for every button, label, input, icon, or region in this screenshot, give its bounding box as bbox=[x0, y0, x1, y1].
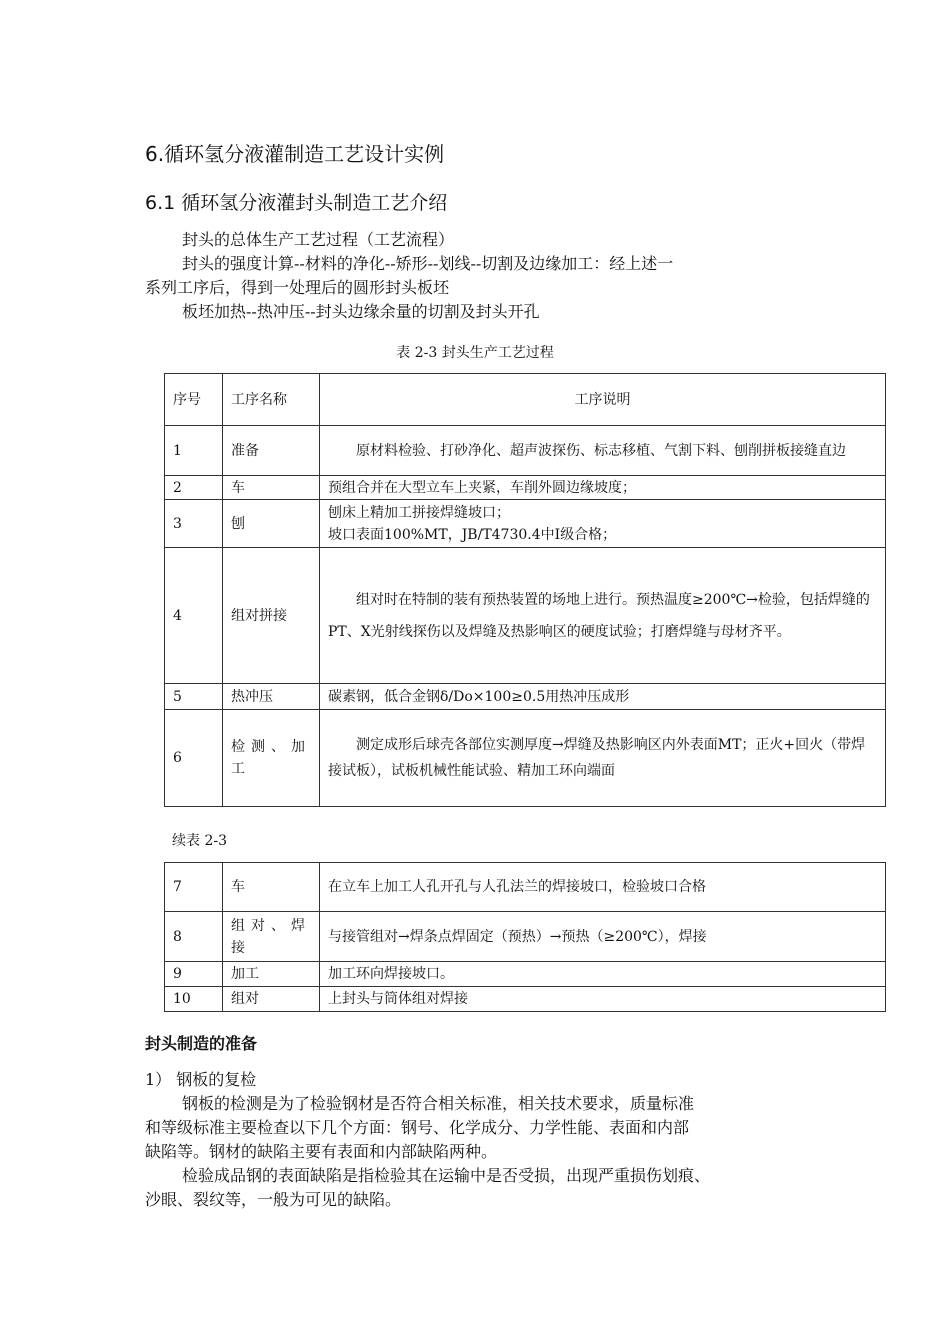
row-name: 组对拼接 bbox=[223, 548, 320, 684]
paragraph-1-line-3: 缺陷等。钢材的缺陷主要有表面和内部缺陷两种。 bbox=[145, 1142, 498, 1161]
row-no: 10 bbox=[165, 987, 223, 1012]
row-name: 加工 bbox=[223, 962, 320, 987]
row-desc: 加工环向焊接坡口。 bbox=[320, 962, 886, 987]
header-name: 工序名称 bbox=[223, 374, 320, 426]
table-row bbox=[165, 710, 886, 807]
row-desc: 在立车上加工人孔开孔与人孔法兰的焊接坡口，检验坡口合格 bbox=[320, 863, 886, 912]
paragraph-1-line-2: 和等级标准主要检查以下几个方面：钢号、化学成分、力学性能、表面和内部 bbox=[145, 1118, 690, 1137]
row-desc bbox=[320, 500, 886, 548]
row-no: 6 bbox=[165, 710, 223, 807]
intro-line-2a: 封头的强度计算--材料的净化--矫形--划线--切割及边缘加工：经上述一 bbox=[182, 254, 674, 273]
row-desc: 碳素钢，低合金钢δ/Do×100≥0.5用热冲压成形 bbox=[320, 684, 886, 710]
header-no: 序号 bbox=[165, 374, 223, 426]
row-name: 刨 bbox=[223, 500, 320, 548]
process-table-continued bbox=[164, 862, 886, 1012]
paragraph-1-line-1: 钢板的检测是为了检验钢材是否符合相关标准，相关技术要求，质量标准 bbox=[182, 1094, 695, 1113]
section-heading: 6.1 循环氢分液灌封头制造工艺介绍 bbox=[145, 192, 448, 214]
paragraph-2-line-2: 沙眼、裂纹等，一般为可见的缺陷。 bbox=[145, 1190, 402, 1209]
row-name: 检测、加工 bbox=[223, 710, 320, 807]
row-name: 组对 bbox=[223, 987, 320, 1012]
page-title: 6.循环氢分液灌制造工艺设计实例 bbox=[145, 142, 445, 166]
table-row bbox=[165, 863, 886, 912]
row-name: 组对、焊接 bbox=[223, 912, 320, 962]
row-desc: 上封头与筒体组对焊接 bbox=[320, 987, 886, 1012]
table-row bbox=[165, 500, 886, 548]
table-header-row bbox=[165, 374, 886, 426]
row-desc-line-1: 刨床上精加工拼接焊缝坡口； bbox=[328, 504, 510, 521]
table-row bbox=[165, 426, 886, 476]
row-desc: 预组合并在大型立车上夹紧，车削外圆边缘坡度； bbox=[320, 476, 886, 500]
continued-label: 续表 2-3 bbox=[172, 833, 227, 849]
row-desc: 原材料检验、打砂净化、超声波探伤、标志移植、气割下料、刨削拼板接缝直边 bbox=[320, 426, 886, 476]
row-desc: 组对时在特制的装有预热装置的场地上进行。预热温度≥200℃→检验，包括焊缝的PT、X光射线探伤以及焊缝及热影响区的硬度试验；打磨焊缝与母材齐平。 bbox=[320, 548, 886, 684]
table-row bbox=[165, 912, 886, 962]
table-row bbox=[165, 684, 886, 710]
row-no: 4 bbox=[165, 548, 223, 684]
table-caption: 表 2-3 封头生产工艺过程 bbox=[396, 345, 554, 361]
subsection-title: 封头制造的准备 bbox=[145, 1034, 258, 1053]
row-name: 车 bbox=[223, 863, 320, 912]
row-no: 9 bbox=[165, 962, 223, 987]
row-no: 5 bbox=[165, 684, 223, 710]
row-no: 3 bbox=[165, 500, 223, 548]
table-row bbox=[165, 987, 886, 1012]
intro-line-3: 板坯加热--热冲压--封头边缘余量的切割及封头开孔 bbox=[182, 302, 540, 321]
intro-line-1: 封头的总体生产工艺过程（工艺流程） bbox=[182, 230, 455, 249]
row-desc: 与接管组对→焊条点焊固定（预热）→预热（≥200℃），焊接 bbox=[320, 912, 886, 962]
row-name: 准备 bbox=[223, 426, 320, 476]
list-item-heading: 1） 钢板的复检 bbox=[145, 1070, 257, 1089]
table-row bbox=[165, 962, 886, 987]
table-row bbox=[165, 476, 886, 500]
paragraph-2-line-1: 检验成品钢的表面缺陷是指检验其在运输中是否受损，出现严重损伤划痕、 bbox=[182, 1166, 711, 1185]
row-no: 8 bbox=[165, 912, 223, 962]
intro-line-2b: 系列工序后，得到一处理后的圆形封头板坯 bbox=[145, 278, 450, 297]
row-name: 热冲压 bbox=[223, 684, 320, 710]
row-name: 车 bbox=[223, 476, 320, 500]
row-desc: 测定成形后球壳各部位实测厚度→焊缝及热影响区内外表面MT；正火+回火（带焊接试板），试板机械性能试验、精加工环向端面 bbox=[320, 710, 886, 807]
table-row bbox=[165, 548, 886, 684]
row-no: 7 bbox=[165, 863, 223, 912]
process-table bbox=[164, 373, 886, 807]
row-desc-line-2: 坡口表面100%MT，JB/T4730.4中Ⅰ级合格； bbox=[328, 526, 617, 543]
row-no: 2 bbox=[165, 476, 223, 500]
row-no: 1 bbox=[165, 426, 223, 476]
header-desc: 工序说明 bbox=[320, 374, 886, 426]
